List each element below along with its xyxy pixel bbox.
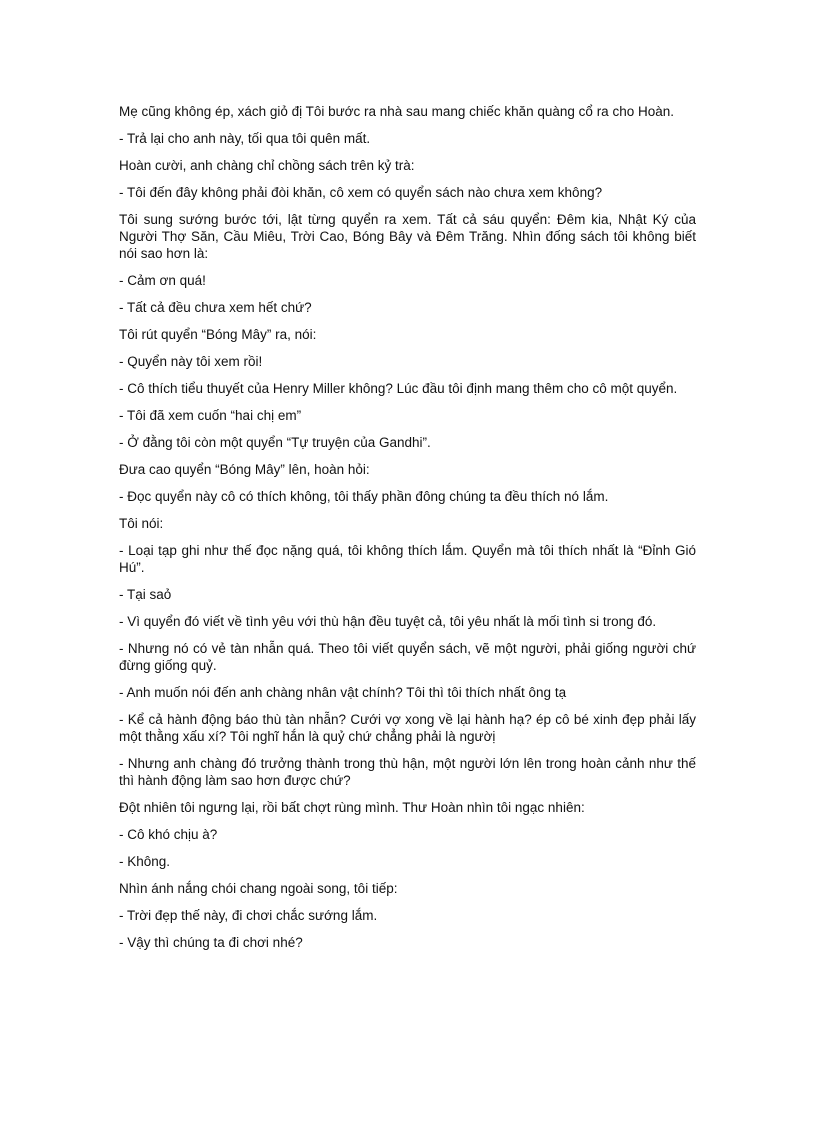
- paragraph: - Vì quyển đó viết về tình yêu với thù hận đều tuyệt cả, tôi yêu nhất là mối tình si trong đó.: [119, 614, 657, 629]
- paragraph: - Tôi đến đây không phải đòi khăn, cô xem có quyển sách nào chưa xem không?: [119, 185, 603, 200]
- paragraph: - Quyển này tôi xem rồi!: [119, 354, 263, 369]
- paragraph: - Không.: [119, 854, 171, 869]
- paragraph: - Tôi đã xem cuốn “hai chị em”: [119, 408, 302, 423]
- paragraph: - Tại saỏ: [119, 587, 172, 602]
- paragraph: - Ở đằng tôi còn một quyển “Tự truyện của Gandhi”.: [119, 435, 431, 450]
- paragraph: Hoàn cười, anh chàng chỉ chồng sách trên kỷ trà:: [119, 158, 415, 173]
- paragraph: - Cô khó chịu à?: [119, 827, 218, 842]
- paragraph: - Cảm ơn quá!: [119, 273, 206, 288]
- paragraph: Mẹ cũng không ép, xách giỏ đị Tôi bước ra nhà sau mang chiếc khăn quàng cổ ra cho Hoàn.: [119, 104, 674, 119]
- paragraph: - Vậy thì chúng ta đi chơi nhé?: [119, 935, 303, 950]
- paragraph: - Trời đẹp thế này, đi chơi chắc sướng lắm.: [119, 908, 378, 923]
- paragraph: Tôi sung sướng bước tới, lật từng quyển ra xem. Tất cả sáu quyển: Đêm kia, Nhật Ký của Người Thợ Săn, Cầu Miêu, Trời Cao, Bóng Bây và Đêm Trăng. Nhìn đống sách tôi không biết nói sao hơn là:: [119, 212, 696, 261]
- paragraph: - Tất cả đều chưa xem hết chứ?: [119, 300, 312, 315]
- paragraph: - Nhưng anh chàng đó trưởng thành trong thù hận, một người lớn lên trong hoàn cảnh như thế thì hành động làm sao hơn được chứ?: [119, 756, 696, 788]
- paragraph: Đưa cao quyển “Bóng Mây” lên, hoàn hỏi:: [119, 462, 370, 477]
- paragraph: - Cô thích tiểu thuyết của Henry Miller không? Lúc đầu tôi định mang thêm cho cô một quyển.: [119, 381, 678, 396]
- paragraph: - Nhưng nó có vẻ tàn nhẫn quá. Theo tôi viết quyển sách, vẽ một người, phải giống người chứ đừng giống quỷ.: [119, 641, 696, 673]
- paragraph: - Trả lại cho anh này, tối qua tôi quên mất.: [119, 131, 371, 146]
- paragraph: Tôi rút quyển “Bóng Mây” ra, nói:: [119, 327, 317, 342]
- paragraph: Đột nhiên tôi ngưng lại, rồi bất chợt rùng mình. Thư Hoàn nhìn tôi ngạc nhiên:: [119, 800, 585, 815]
- paragraph: Nhìn ánh nắng chói chang ngoài song, tôi tiếp:: [119, 881, 398, 896]
- document-body: [119, 103, 696, 961]
- paragraph: - Anh muốn nói đến anh chàng nhân vật chính? Tôi thì tôi thích nhất ông tạ: [119, 685, 567, 700]
- paragraph: - Kể cả hành động báo thù tàn nhẫn? Cưới vợ xong về lại hành hạ? ép cô bé xinh đẹp phải lấy một thằng xấu xí? Tôi nghĩ hắn là quỷ chứ chẳng phải là ngườị: [119, 712, 696, 744]
- paragraph: - Loại tạp ghi như thế đọc nặng quá, tôi không thích lắm. Quyển mà tôi thích nhất là “Đỉnh Gió Hú”.: [119, 543, 696, 575]
- paragraph: - Đọc quyển này cô có thích không, tôi thấy phần đông chúng ta đều thích nó lắm.: [119, 489, 609, 504]
- paragraph: Tôi nói:: [119, 516, 164, 531]
